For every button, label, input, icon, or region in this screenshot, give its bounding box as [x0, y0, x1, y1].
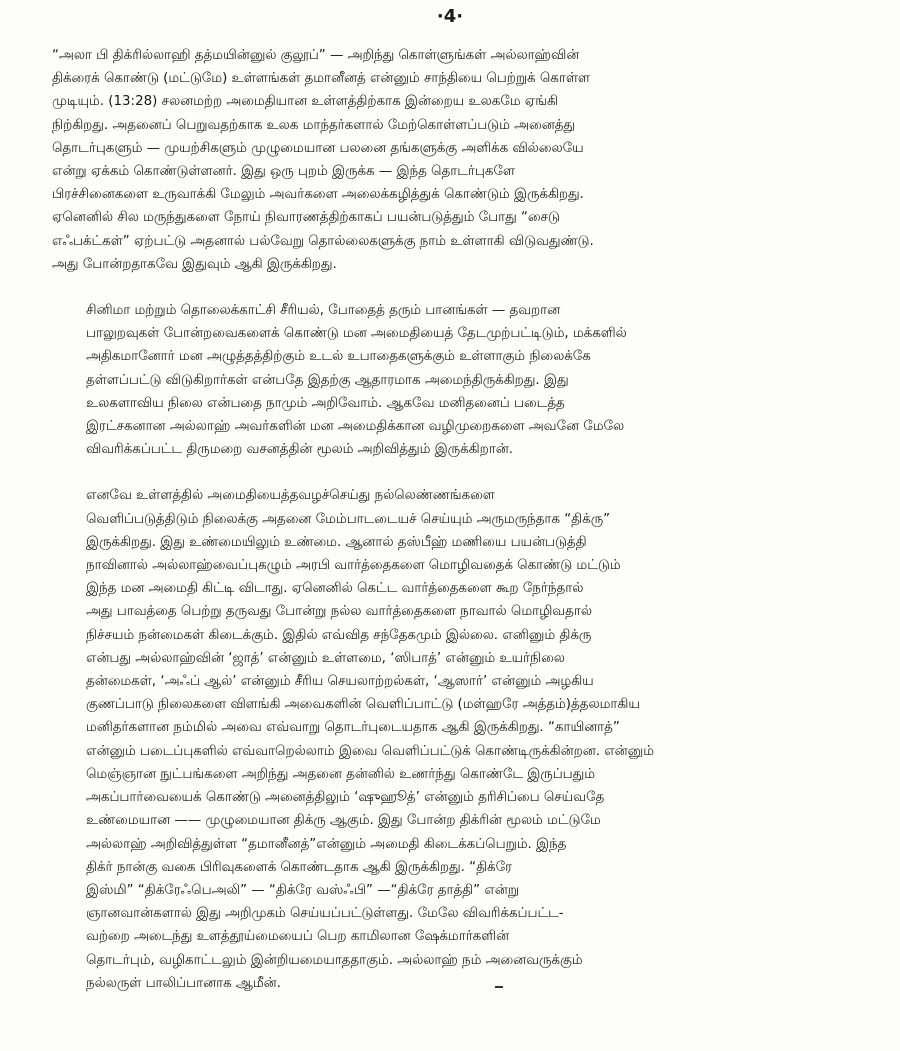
page-number: ·4· [436, 6, 464, 27]
text-line: உலகளாவிய நிலை என்பதை நாமும் அறிவோம். ஆகவே மனிதனைப் படைத்த [86, 395, 565, 411]
text-line: மெஞ்ஞான நுட்பங்களை அறிந்து அதனை தன்னில் உணர்ந்து கொண்டே இருப்பதும் [86, 766, 596, 782]
text-line: எஃபக்ட்கள்” ஏற்பட்டு அதனால் பல்வேறு தொல்லைகளுக்கு நாம் உள்ளாகி விடுவதுண்டு. [52, 233, 594, 249]
text-line: சினிமா மற்றும் தொலைக்காட்சி சீரியல், போதைத் தரும் பானங்கள் — தவறான [86, 303, 561, 319]
text-line: இஸ்மி” “திக்ரேஃபெஅலி” — “திக்ரே வஸ்ஃபி” —“திக்ரே தாத்தி” என்று [86, 882, 519, 898]
bottom-dash-mark [495, 986, 503, 988]
text-line: நாவினால் அல்லாஹ்வைப்புகழும் அரபி வார்த்தைகளை மொழிவதைக் கொண்டு மட்டும் [86, 558, 621, 574]
text-line: அதிகமானோர் மன அழுத்தத்திற்கும் உடல் உபாதைகளுக்கும் உள்ளாகும் நிலைக்கே [86, 349, 591, 365]
text-line: என்னும் படைப்புகளில் எவ்வாறெல்லாம் இவை வெளிப்பட்டுக் கொண்டிருக்கின்றன. என்னும் [86, 743, 654, 759]
text-line: வெளிப்படுத்திடும் நிலைக்கு அதனை மேம்பாடடையச் செய்யும் அருமருந்தாக “திக்ரு” [86, 511, 611, 527]
text-line: அல்லாஹ் அறிவித்துள்ள “தமானீனத்”என்னும் அமைதி கிடைக்கப்பெறும். இந்த [86, 836, 567, 852]
text-line: திக்ர் நான்கு வகை பிரிவுகளைக் கொண்டதாக ஆகி இருக்கிறது. “திக்ரே [86, 859, 513, 875]
text-line: நல்லருள் பாலிப்பானாக ஆமீன். [86, 975, 281, 991]
text-line: ஞானவான்களால் இது அறிமுகம் செய்யப்பட்டுள்ளது. மேலே விவரிக்கப்பட்ட- [86, 906, 564, 922]
text-line: என்பது அல்லாஹ்வின் ‘ஜாத்’ என்னும் உள்ளமை, ‘ஸிபாத்’ என்னும் உயர்நிலை [86, 650, 565, 666]
text-line: தன்மைகள், ‘அஃப் ஆல்’ என்னும் சீரிய செயலாற்றல்கள், ‘ஆஸார்’ என்னும் அழகிய [86, 674, 594, 690]
text-line: தொடர்புகளும் — முயற்சிகளும் முழுமையான பலனை தங்களுக்கு அளிக்க வில்லையே [52, 140, 584, 156]
text-line: வற்றை அடைந்து உளத்தூய்மையைப் பெற காமிலான ஷேக்மார்களின் [86, 929, 510, 945]
text-line: அகப்பார்வையைக் கொண்டு அனைத்திலும் ‘ஷுஹூத்’ என்னும் தரிசிப்பை செய்வதே [86, 790, 605, 806]
text-line: தொடர்பும், வழிகாட்டலும் இன்றியமையாததாகும். அல்லாஹ் நம் அனைவருக்கும் [86, 952, 583, 968]
text-line: தள்ளப்பட்டு விடுகிறார்கள் என்பதே இதற்கு ஆதாரமாக அமைந்திருக்கிறது. இது [86, 372, 569, 388]
paragraph-1 [52, 44, 864, 276]
paragraph-2 [52, 299, 864, 461]
text-line: “அலா பி திக்ரில்லாஹி தத்மயின்னுல் குலூப்” — அறிந்து கொள்ளுங்கள் அல்லாஹ்வின் [52, 48, 580, 63]
text-line: இந்த மன அமைதி கிட்டி விடாது. ஏனெனில் கெட்ட வார்த்தைகளை கூற நேர்ந்தால் [86, 581, 584, 597]
text-line: திக்ரைக் கொண்டு (மட்டுமே) உள்ளங்கள் தமானீனத் என்னும் சாந்தியை பெற்றுக் கொள்ள [52, 71, 590, 87]
text-line: நிற்கிறது. அதனைப் பெறுவதற்காக உலக மாந்தர்களால் மேற்கொள்ளப்படும் அனைத்து [52, 117, 576, 133]
text-line: குணப்பாடு நிலைகளை விளங்கி அவைகளின் வெளிப்பாட்டு (மள்ஹரே அத்தம்)த்தலமாகிய [86, 697, 640, 713]
text-line: விவரிக்கப்பட்ட திருமறை வசனத்தின் மூலம் அறிவித்தும் இருக்கிறான். [86, 442, 513, 458]
text-line: இரட்சகனான அல்லாஹ் அவர்களின் மன அமைதிக்கான வழிமுறைகளை அவனே மேலே [86, 419, 625, 435]
text-line: பிரச்சினைகளை உருவாக்கி மேலும் அவர்களை அலைக்கழித்துக் கொண்டும் இருக்கிறது. [52, 187, 584, 203]
text-line: ஏனெனில் சில மருந்துகளை நோய் நிவாரணத்திற்காகப் பயன்படுத்தும் போது “சைடு [52, 210, 560, 226]
text-line: முடியும். (13:28) சலனமற்ற அமைதியான உள்ளத்திற்காக இன்றைய உலகமே ஏங்கி [52, 94, 558, 110]
paragraph-3 [52, 484, 864, 994]
text-line: எனவே உள்ளத்தில் அமைதியைத்தவழச்செய்து நல்லெண்ணங்களை [86, 488, 495, 504]
text-line: உண்மையான —— முழுமையான திக்ரு ஆகும். இது போன்ற திக்ரின் மூலம் மட்டுமே [86, 813, 601, 829]
text-line: நிச்சயம் நன்மைகள் கிடைக்கும். இதில் எவ்வித சந்தேகமும் இல்லை. எனினும் திக்ரு [86, 627, 592, 643]
text-line: இருக்கிறது. இது உண்மையிலும் உண்மை. ஆனால் தஸ்பீஹ் மணியை பயன்படுத்தி [86, 534, 587, 550]
text-line: மனிதர்களான நம்மில் அவை எவ்வாறு தொடர்புடையதாக ஆகி இருக்கிறது. “காயினாத்” [86, 720, 620, 736]
text-line: என்று ஏக்கம் கொண்டுள்ளனர். இது ஒரு புறம் இருக்க — இந்த தொடர்புகளே [52, 164, 515, 180]
text-line: அது போன்றதாகவே இதுவும் ஆகி இருக்கிறது. [52, 256, 337, 272]
text-line: பாலுறவுகள் போன்றவைகளைக் கொண்டு மன அமைதியைத் தேடமுற்பட்டிடும், மக்களில் [86, 326, 627, 342]
body-text [52, 44, 864, 995]
text-line: அது பாவத்தை பெற்று தருவது போன்று நல்ல வார்த்தைகளை நாவால் மொழிவதால் [86, 604, 592, 620]
